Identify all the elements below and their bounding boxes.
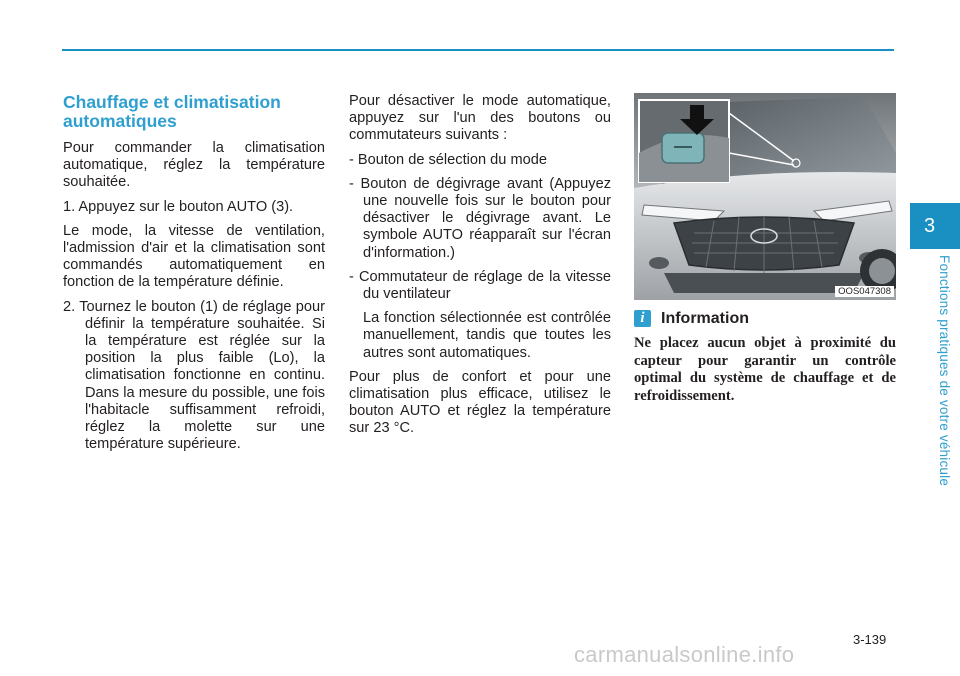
mode-paragraph: Le mode, la vitesse de ventilation, l'admission d'air et la climatisation sont commandés automatiquement en fonction de la température définie. bbox=[63, 222, 325, 291]
list-item-defrost-button: - Bouton de dégivrage avant (Appuyez une nouvelle fois sur le bouton pour désactiver le dégivrage avant. Le symbole AUTO réapparaît sur l'écran d'information.) bbox=[349, 175, 611, 261]
disable-auto-intro: Pour désactiver le mode automatique, appuyez sur l'un des boutons ou commutateurs suivants : bbox=[349, 93, 611, 144]
car-illustration bbox=[634, 93, 896, 300]
column-left bbox=[63, 93, 325, 460]
list-item-mode-button: - Bouton de sélection du mode bbox=[349, 151, 547, 168]
step-2: 2. Tournez le bouton (1) de réglage pour définir la température souhaitée. Si la température est réglée sur la position la plus faible (Lo), la climatisation fonctionne en continu. Dans la mesure du possible, une fois l'habitacle suffisamment refroidi, réglez la molette sur une température supérieure. bbox=[63, 298, 325, 453]
list-item-fan-speed: - Commutateur de réglage de la vitesse du ventilateur bbox=[349, 268, 611, 303]
watermark: carmanualsonline.info bbox=[574, 642, 795, 667]
top-rule bbox=[62, 49, 894, 51]
comfort-paragraph: Pour plus de confort et pour une climatisation plus efficace, utilisez le bouton AUTO et réglez la température sur 23 °C. bbox=[349, 368, 611, 437]
chapter-title-vertical: Fonctions pratiques de votre véhicule bbox=[937, 255, 952, 487]
step-1: 1. Appuyez sur le bouton AUTO (3). bbox=[63, 198, 294, 215]
info-body: Ne placez aucun objet à proximité du capteur pour garantir un contrôle optimal du système de chauffage et de refroidissement. bbox=[634, 335, 896, 404]
section-title: Chauffage et climatisation automatiques bbox=[63, 92, 281, 131]
info-icon: i bbox=[634, 310, 651, 327]
info-title: Information bbox=[661, 310, 749, 327]
chapter-tab: 3 bbox=[910, 203, 960, 249]
intro-paragraph: Pour commander la climatisation automatique, réglez la température souhaitée. bbox=[63, 140, 325, 191]
manual-control-note: La fonction sélectionnée est contrôlée manuellement, tandis que toutes les autres sont automatiques. bbox=[363, 310, 611, 361]
column-right bbox=[634, 93, 896, 406]
page-number: 3-139 bbox=[853, 632, 887, 647]
column-middle bbox=[349, 93, 611, 445]
info-header bbox=[634, 310, 896, 327]
figure-caption: OOS047308 bbox=[835, 286, 894, 297]
car-sensor-photo bbox=[634, 93, 896, 300]
